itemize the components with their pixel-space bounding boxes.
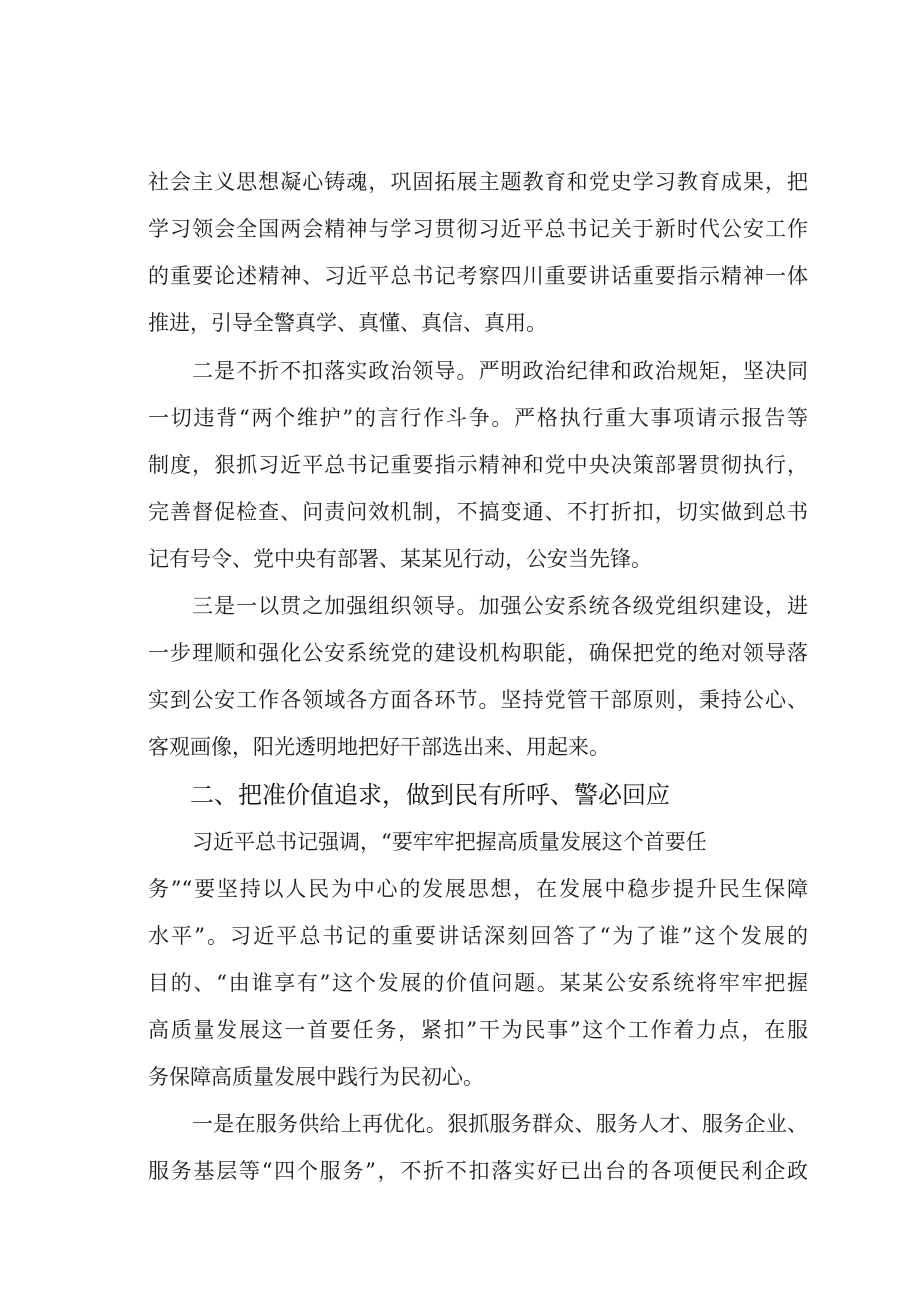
- text-line: 高质量发展这一首要任务，紧扣”干为民事”这个工作着力点，在服: [148, 1018, 808, 1042]
- text-line: 实到公安工作各领域各方面各环节。坚持党管干部原则，秉持公心、: [148, 688, 808, 712]
- text-line: 一步理顺和强化公安系统党的建设机构职能，确保把党的绝对领导落: [148, 641, 808, 665]
- text-line: 社会主义思想凝心铸魂，巩固拓展主题教育和党史学习教育成果，把: [148, 170, 808, 194]
- text-line: 目的、“由谁享有”这个发展的价值问题。某某公安系统将牢牢把握: [148, 971, 808, 995]
- text-line: 服务基层等“四个服务”，不折不扣落实好已出台的各项便民利企政: [148, 1159, 808, 1183]
- section-heading: 二、把准价值追求，做到民有所呼、警必回应: [190, 781, 670, 809]
- text-line: 完善督促检查、问责问效机制，不搞变通、不打折扣，切实做到总书: [148, 500, 808, 524]
- text-line: 的重要论述精神、习近平总书记考察四川重要讲话重要指示精神一体: [148, 264, 808, 288]
- text-line: 务保障高质量发展中践行为民初心。: [148, 1065, 484, 1089]
- text-line: 客观画像，阳光透明地把好干部选出来、用起来。: [148, 735, 610, 759]
- paragraph-first-line: 二是不折不扣落实政治领导。严明政治纪律和政治规矩，坚决同: [192, 359, 808, 383]
- text-line: 水平”。习近平总书记的重要讲话深刻回答了“为了谁”这个发展的: [148, 924, 808, 948]
- paragraph-first-line: 三是一以贯之加强组织领导。加强公安系统各级党组织建设，进: [192, 594, 808, 618]
- text-line: 务”“要坚持以人民为中心的发展思想，在发展中稳步提升民生保障: [148, 877, 808, 901]
- paragraph-first-line: 习近平总书记强调，“要牢牢把握高质量发展这个首要任: [192, 830, 707, 854]
- paragraph-first-line: 一是在服务供给上再优化。狠抓服务群众、服务人才、服务企业、: [192, 1112, 808, 1136]
- text-line: 一切违背“两个维护”的言行作斗争。严格执行重大事项请示报告等: [148, 406, 808, 430]
- text-line: 记有号令、党中央有部署、某某见行动，公安当先锋。: [148, 547, 652, 571]
- text-line: 推进，引导全警真学、真懂、真信、真用。: [148, 311, 547, 335]
- text-line: 制度，狠抓习近平总书记重要指示精神和党中央决策部署贯彻执行，: [148, 453, 808, 477]
- text-line: 学习领会全国两会精神与学习贯彻习近平总书记关于新时代公安工作: [148, 217, 808, 241]
